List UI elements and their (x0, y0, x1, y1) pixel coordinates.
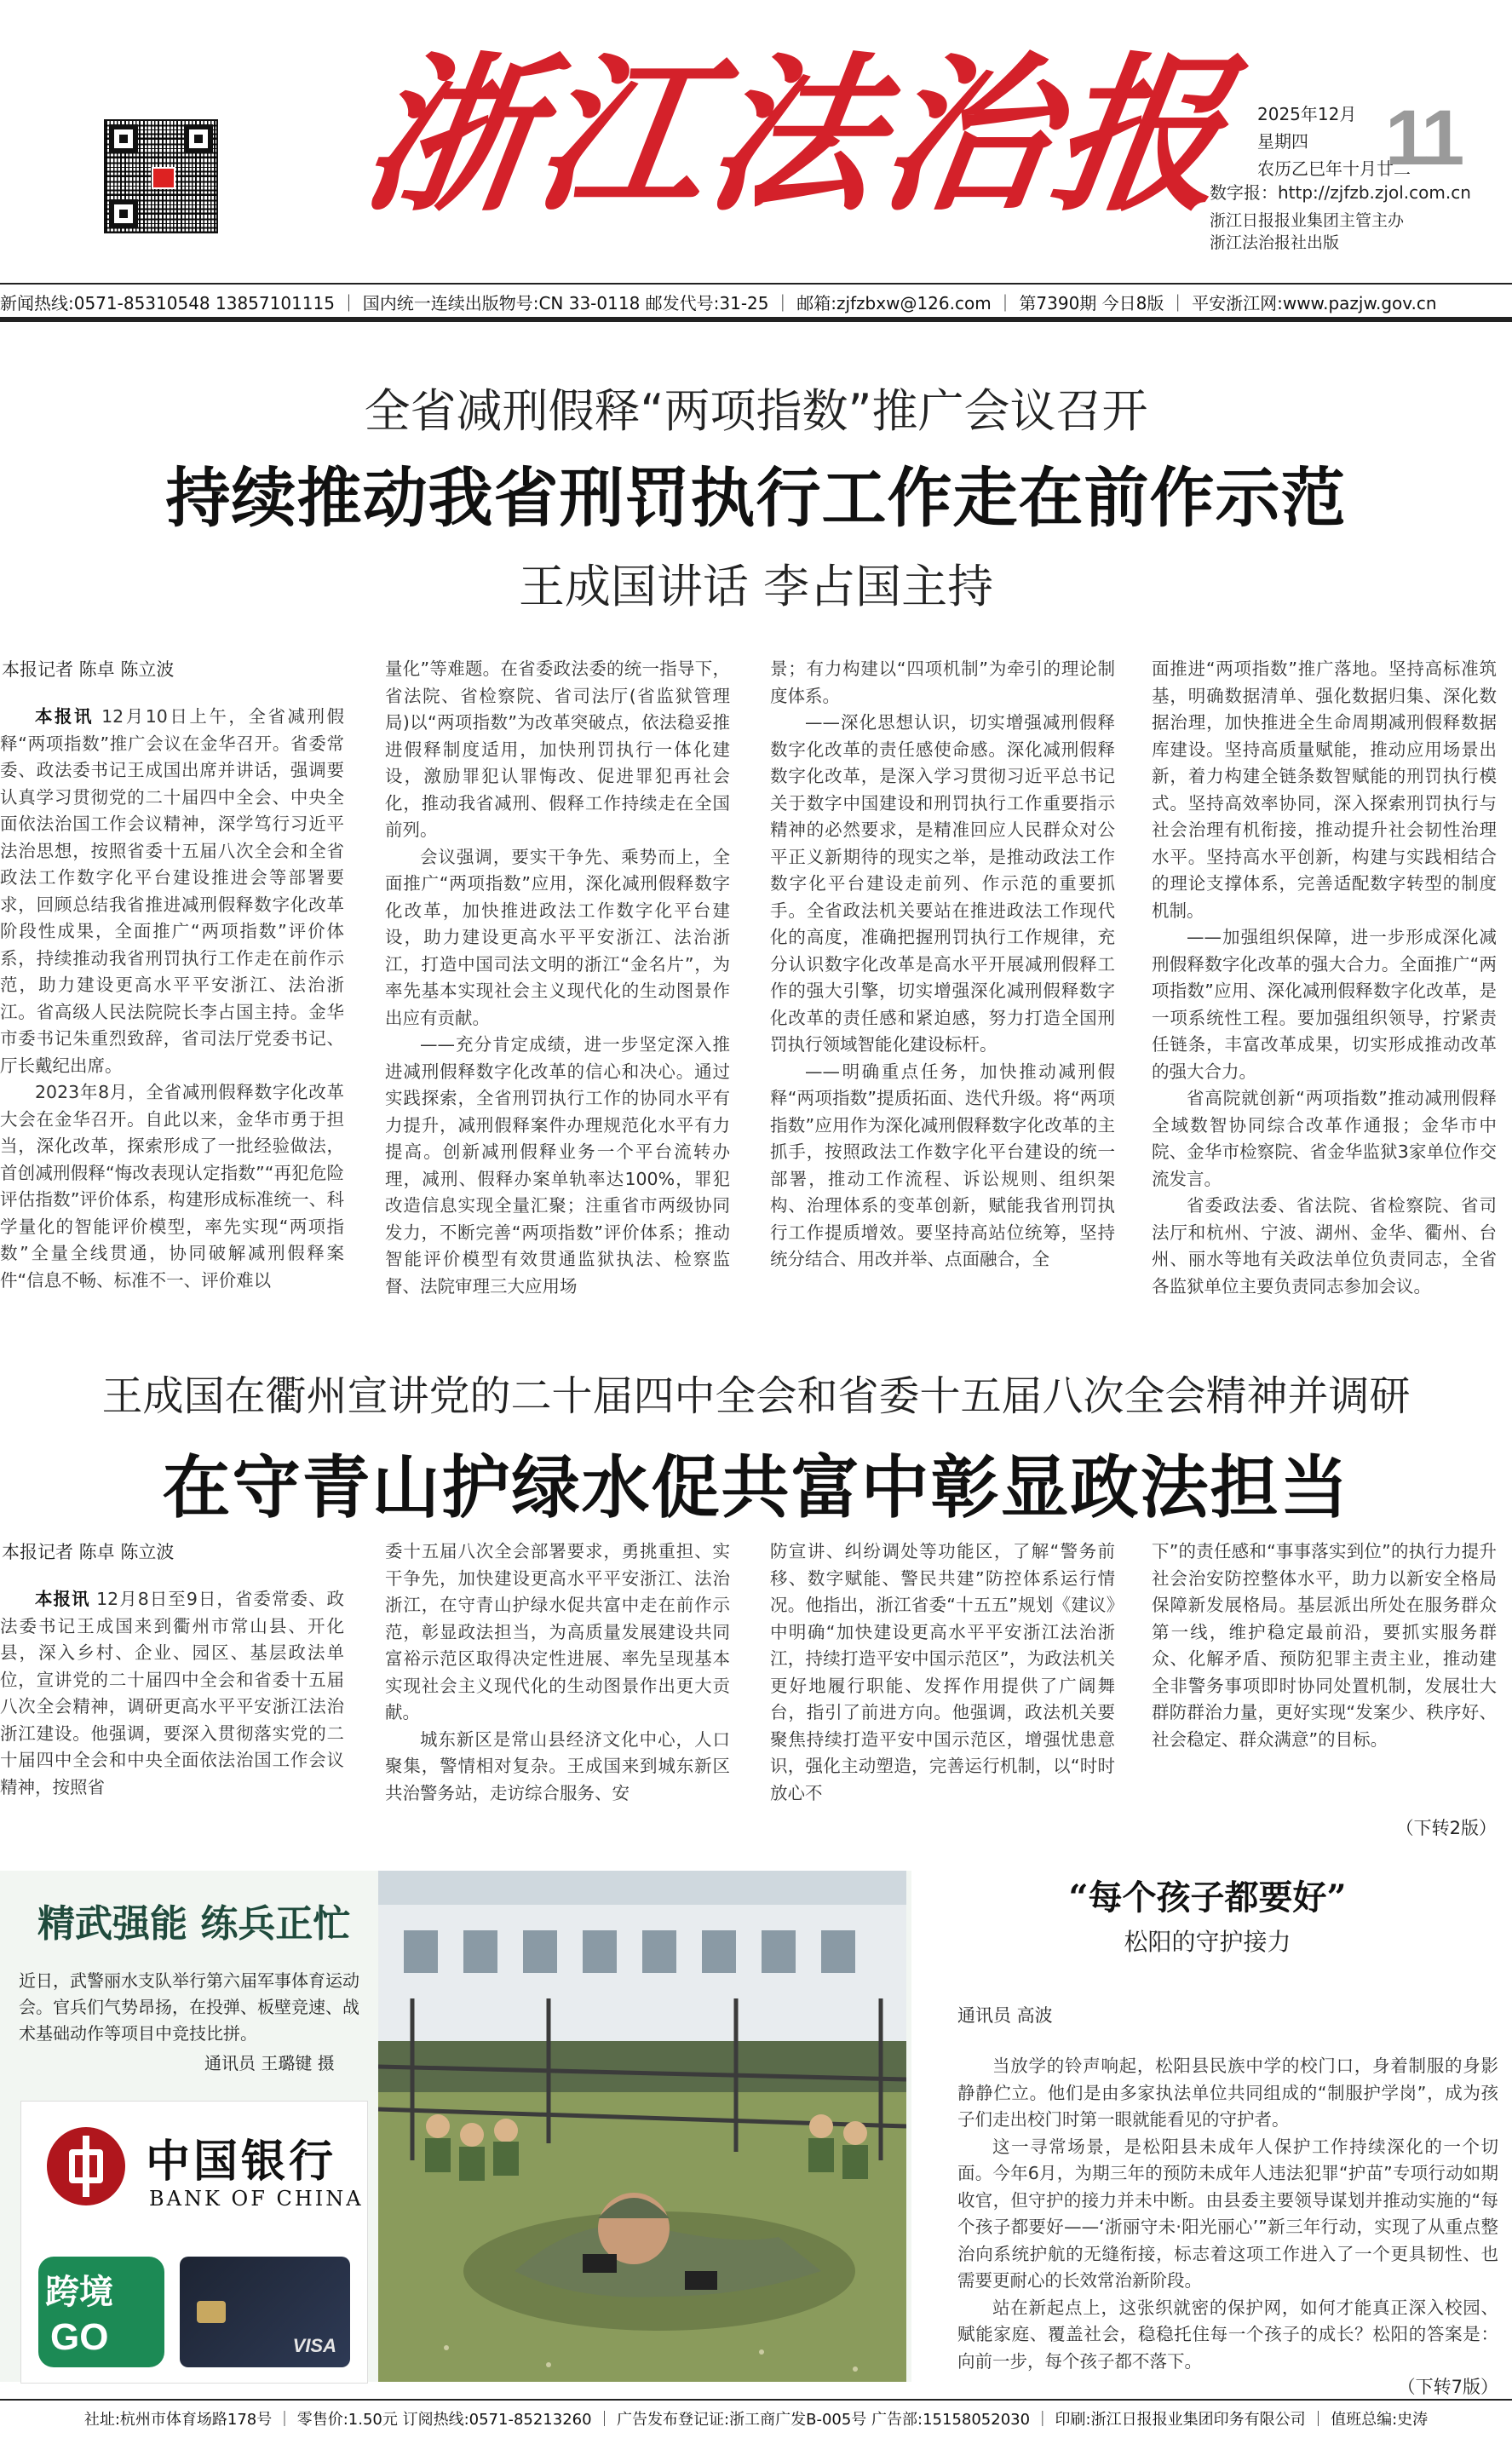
footer-ad-license: 广告发布登记证:浙工商广发B-005号 广告部:15158052030 (617, 2411, 1031, 2429)
paragraph: 12月8日至9日，省委常委、政法委书记王成国来到衢州市常山县、开化县，深入乡村、企业、园区、基层政法单位，宣讲党的二十届四中全会和省委十五届八次全会精神，调研更高水平平安浙江法治浙江建设。他强调，要深入贯彻落实党的二十届四中全会和中央全面依法治国工作会议精神，按照省 (0, 1589, 344, 1797)
article2-headline[interactable]: 在守青山护绿水促共富中彰显政法担当 (162, 1447, 1350, 1527)
publisher-line-1: 浙江日报报业集团主管主办 (1210, 211, 1405, 230)
photo-feature-title: 精武强能 练兵正忙 (37, 1902, 351, 1946)
badge-go: GO (50, 2316, 109, 2358)
paragraph: 会议强调，要实干争先、乘势而上，全面推广“两项指数”应用，深化减刑假释数字化改革，加快推进政法工作数字化平台建设，助力建设更高水平平安浙江、法治浙江，打造中国司法文明的浙江“金名片”，为率先基本实现社会主义现代化的生动图景作出应有贡献。 (385, 846, 730, 1028)
paragraph: ——明确重点任务，加快推动减刑假释“两项指数”提质拓面、迭代升级。将“两项指数”应用作为深化减刑假释数字化改革的主抓手，按照政法工作数字化平台建设的统一部署，推动工作流程、诉讼规则、组织架构、治理体系的变革创新，赋能我省刑罚执行工作提质增效。要坚持高站位统筹，坚持统分结合、用改并举、点面融合，全 (770, 1061, 1115, 1269)
lead-tag: 本报讯 (35, 1589, 90, 1609)
soldier-training-photo (378, 1871, 906, 2382)
card-brand: VISA (292, 2335, 336, 2356)
website: 平安浙江网:www.pazjw.gov.cn (1192, 293, 1437, 313)
email: 邮箱:zjfzbxw@126.com (796, 293, 992, 313)
paragraph: 防宣讲、纠纷调处等功能区，了解“警务前移、数字赋能、警民共建”防控体系运行情况。他指出，浙江省委“十五五”规划《建议》中明确“加快建设更高水平平安浙江法治浙江，持续打造平安中国示范区”，为政法机关更好地履行职能、发挥作用提供了广阔舞台，指引了前进方向。他强调，政法机关要聚焦持续打造平安中国示范区，增强忧患意识，强化主动塑造，完善运行机制，以“时时放心不 (770, 1541, 1115, 1803)
hotline: 新闻热线:0571-85310548 13857101115 (0, 293, 335, 313)
article2-kicker: 王成国在衢州宣讲党的二十届四中全会和省委十五届八次全会精神并调研 (101, 1372, 1411, 1420)
footer-price: 零售价:1.50元 订阅热线:0571-85213260 (296, 2411, 592, 2429)
article1-subhead: 王成国讲话 李占国主持 (518, 560, 994, 613)
article2-column-2 (385, 1538, 730, 1833)
page-number: 11 (1385, 95, 1462, 181)
bank-name-cn: 中国银行 (146, 2136, 337, 2188)
cross-border-badge (38, 2257, 164, 2367)
issue-number: 第7390期 今日8版 (1019, 293, 1164, 313)
article1-column-2 (385, 656, 730, 1300)
paragraph: ——加强组织保障，进一步形成深化减刑假释数字化改革的强大合力。全面推广“两项指数”应用、深化减刑假释数字化改革，是一项系统性工程。要加强组织领导，拧紧责任链条，丰富改革成果，切实形成推动改革的强大合力。 (1152, 927, 1497, 1082)
paragraph: ——充分肯定成绩，进一步坚定深入推进减刑假释数字化改革的信心和决心。通过实践探索，全省刑罚执行工作的协同水平有力提升，减刑假释案件办理规范化水平有力提高。创新减刑假释业务一个平台流转办理，减刑、假释办案单轨率达100%，罪犯改造信息实现全量汇聚；注重省市两级协同发力，不断完善“两项指数”评价体系；推动智能评价模型有效贯通监狱执法、检察监督、法院审理三大应用场 (385, 1034, 730, 1297)
article1-column-3 (770, 656, 1115, 1300)
bank-name-en: BANK OF CHINA (149, 2187, 364, 2211)
lunar-date: 农历乙巳年十月廿二 (1257, 158, 1411, 179)
paragraph: 量化”等难题。在省委政法委的统一指导下，省法院、省检察院、省司法厅(省监狱管理局)以“两项指数”为改革突破点，依法稳妥推进假释制度适用，加快刑罚执行一体化建设，激励罪犯认罪悔改、促进罪犯再社会化，推动我省减刑、假释工作持续走在全国前列。 (385, 658, 730, 840)
footer: 社址:杭州市体育场路178号 ｜ 零售价:1.50元 订阅热线:0571-85213260 ｜ 广告发布登记证:浙工商广发B-005号 广告部:15158052030 ｜ 印刷:浙江日报报业集团印务有限公司 ｜ 值班总编:史涛 (83, 2411, 1429, 2429)
article3-subhead: 松阳的守护接力 (1124, 1928, 1291, 1956)
lead-tag: 本报讯 (35, 706, 95, 727)
paragraph: 当放学的铃声响起，松阳县民族中学的校门口，身着制服的身影静静伫立。他们是由多家执法单位共同组成的“制服护学岗”，成为孩子们走出校门时第一眼就能看见的守护者。 (957, 2056, 1498, 2130)
paragraph: 委十五届八次全会部署要求，勇挑重担、实干争先，加快建设更高水平平安浙江、法治浙江，在守青山护绿水促共富中走在前作示范，彰显政法担当，为高质量发展建设共同富裕示范区取得决定性进展、率先呈现基本实现社会主义现代化的生动图景作出更大贡献。 (385, 1541, 730, 1722)
issn: 国内统一连续出版物号:CN 33-0118 邮发代号:31-25 (362, 293, 769, 313)
bank-card-icon (180, 2257, 350, 2367)
divider-thick (0, 317, 1512, 322)
issue-date: 2025年12月 (1257, 104, 1357, 124)
digital-edition-link[interactable]: 数字报：http://zjfzb.zjol.com.cn (1210, 182, 1471, 203)
paragraph: 站在新起点上，这张织就密的保护网，如何才能真正深入校园、赋能家庭、覆盖社会，稳稳托住每一个孩子的成长？松阳的答案是：向前一步，每个孩子都不落下。 (957, 2297, 1498, 2372)
article3-byline: 通讯员 高波 (957, 2005, 1053, 2026)
footer-address: 社址:杭州市体育场路178号 (83, 2411, 273, 2429)
article1-column-4 (1152, 656, 1497, 1300)
article1-column-1 (0, 704, 344, 1300)
bank-logo-icon (47, 2127, 125, 2205)
qr-code (104, 119, 218, 233)
article1-kicker: 全省减刑假释“两项指数”推广会议召开 (364, 384, 1148, 438)
footer-divider (0, 2399, 1512, 2401)
footer-printer: 印刷:浙江日报报业集团印务有限公司 (1055, 2411, 1306, 2429)
issue-weekday: 星期四 (1257, 131, 1308, 152)
article2-column-4 (1152, 1538, 1497, 1806)
footer-editor: 值班总编:史涛 (1331, 2411, 1429, 2429)
bank-advertisement[interactable] (20, 2101, 368, 2384)
publisher-line-2: 浙江法治报社出版 (1210, 233, 1340, 252)
article3-continuation[interactable]: （下转7版） (1397, 2377, 1498, 2397)
article2-byline: 本报记者 陈卓 陈立波 (2, 1542, 175, 1562)
article2-continuation[interactable]: （下转2版） (1395, 1818, 1497, 1838)
article2-column-1 (0, 1586, 344, 1833)
masthead-title: 浙江法治报 (352, 36, 1241, 234)
badge-text: 跨境 (45, 2273, 113, 2312)
paragraph: 下”的责任感和“事事落实到位”的执行力提升社会治安防控整体水平，助力以新安全格局保障新发展格局。基层派出所处在服务群众第一线，维护稳定最前沿，要抓实服务群众、化解矛盾、预防犯罪主责主业，推动建全非警务事项即时协同处置机制，发展壮大群防群治力量，更好实现“发案少、秩序好、社会稳定、群众满意”的目标。 (1152, 1541, 1497, 1750)
article2-column-3 (770, 1538, 1115, 1833)
paragraph: 2023年8月，全省减刑假释数字化改革大会在金华召开。自此以来，金华市勇于担当，深化改革，探索形成了一批经验做法，首创减刑假释“悔改表现认定指数”“再犯危险评估指数”评价体系，构建形成标准统一、科学量化的智能评价模型，率先实现“两项指数”全量全线贯通，协同破解减刑假释案件“信息不畅、标准不一、评价难以 (0, 1082, 344, 1291)
paragraph: 省委政法委、省法院、省检察院、省司法厅和杭州、宁波、湖州、金华、衢州、台州、丽水等地有关政法单位负责同志，全省各监狱单位主要负责同志参加会议。 (1152, 1195, 1497, 1297)
divider (0, 283, 1512, 285)
article3-headline[interactable]: “每个孩子都要好” (1068, 1878, 1347, 1918)
info-bar: 新闻热线:0571-85310548 13857101115 ｜ 国内统一连续出版物号:CN 33-0118 邮发代号:31-25 ｜ 邮箱:zjfzbxw@126.com ｜ 第7390期 今日8版 ｜ 平安浙江网:www.pazjw.gov.cn (0, 293, 1437, 313)
photo-caption: 近日，武警丽水支队举行第六届军事体育运动会。官兵们气势昂扬，在投弹、板壁竞速、战术基础动作等项目中竞技比拼。 (19, 1970, 359, 2044)
paragraph: 这一寻常场景，是松阳县未成年人保护工作持续深化的一个切面。今年6月，为期三年的预防未成年人违法犯罪“护苗”专项行动如期收官，但守护的接力并未中断。由县委主要领导谋划并推动实施的“每个孩子都要好——‘浙丽守未·阳光丽心’”新三年行动，实现了从重点整治向系统护航的无缝衔接，标志着这项工作进入了一个更具韧性、也需要更耐心的长效常治新阶段。 (957, 2136, 1498, 2291)
paragraph: 面推进“两项指数”推广落地。坚持高标准筑基，明确数据清单、强化数据归集、深化数据治理，加快推进全生命周期减刑假释数据库建设。坚持高质量赋能，推动应用场景出新，着力构建全链条数智赋能的刑罚执行模式。坚持高效率协同，深入探索刑罚执行与社会治理有机衔接，推动提升社会韧性治理水平。坚持高水平创新，构建与实践相结合的理论支撑体系，完善适配数字转型的制度机制。 (1152, 658, 1497, 921)
publisher-info (1210, 210, 1404, 254)
news-photo (378, 1871, 906, 2382)
photo-credit: 通讯员 王璐键 摄 (204, 2053, 335, 2073)
article1-headline[interactable]: 持续推动我省刑罚执行工作走在前作示范 (165, 460, 1347, 536)
paragraph: ——深化思想认识，切实增强减刑假释数字化改革的责任感使命感。深化减刑假释数字化改革，是深入学习贯彻习近平总书记关于数字中国建设和刑罚执行工作重要指示精神的必然要求，是精准回应人民群众对公平正义新期待的现实之举，是推动政法工作数字化平台建设走前列、作示范的重要抓手。全省政法机关要站在推进政法工作现代化的高度，准确把握刑罚执行工作规律，充分认识数字化改革是高水平开展减刑假释工作的强大引擎，切实增强深化减刑假释数字化改革的责任感和紧迫感，努力打造全国刑罚执行领域智能化建设标杆。 (770, 712, 1115, 1055)
card-chip-icon (197, 2301, 226, 2323)
article3-body (957, 2053, 1498, 2377)
paragraph: 城东新区是常山县经济文化中心，人口聚集，警情相对复杂。王成国来到城东新区共治警务站，走访综合服务、安 (385, 1728, 730, 1803)
paragraph: 12月10日上午，全省减刑假释“两项指数”推广会议在金华召开。省委常委、政法委书记王成国出席并讲话，强调要认真学习贯彻党的二十届四中全会、中央全面依法治国工作会议精神，深学笃行习近平法治思想，按照省委十五届八次全会和全省政法工作数字化平台建设推进会等部署要求，回顾总结我省推进减刑假释数字化改革阶段性成果，全面推广“两项指数”评价体系，持续推动我省刑罚执行工作走在前作示范，助力建设更高水平平安浙江、法治浙江。省高级人民法院院长李占国主持。金华市委书记朱重烈致辞，省司法厅党委书记、厅长戴纪出席。 (0, 706, 344, 1076)
paragraph: 省高院就创新“两项指数”推动减刑假释全域数智协同综合改革作通报；金华市中院、金华市检察院、省金华监狱3家单位作交流发言。 (1152, 1088, 1497, 1189)
paragraph: 景；有力构建以“四项机制”为牵引的理论制度体系。 (770, 658, 1115, 706)
article1-byline: 本报记者 陈卓 陈立波 (2, 659, 175, 680)
